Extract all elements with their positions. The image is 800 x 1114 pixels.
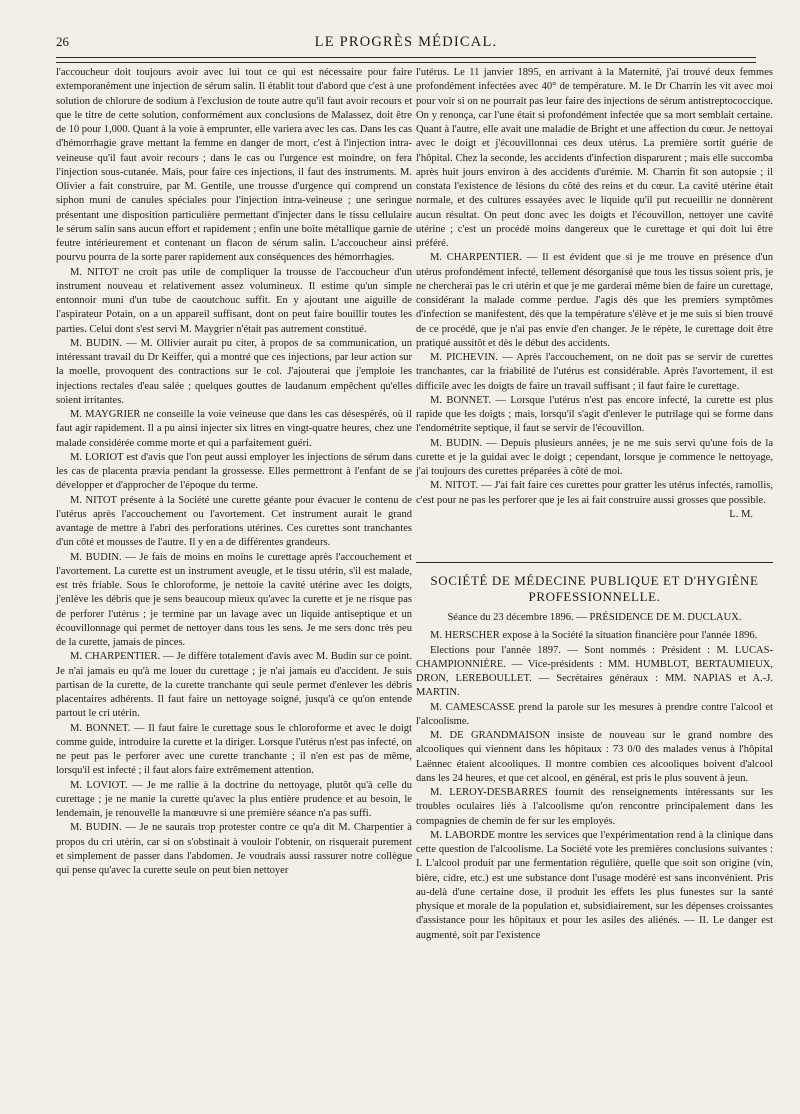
paragraph: M. HERSCHER expose à la Société la situation financière pour l'année 1896. [430,630,758,642]
page-number: 26 [56,34,69,49]
paragraph: M. CHARPENTIER. — Il est évident que si je me trouve en présence d'un utérus profondément infecté, tellement désorganisé que tous les tissus soient pris, je ne chercherai pas le cri utérin et que je me garderai même bien de faire un curettage, considérant la malade comme perdue. J'agis dès que les premiers symptômes d'infection se manifestent, dès que la température s'élève et je me suis si bien trouvé de ce procédé, que je n'ai pas envie d'en changer. Je le répète, le curettage doit être pratiqué aussitôt et dès le début des accidents. [416,252,773,349]
paragraph: l'utérus. Le 11 janvier 1895, en arrivant à la Maternité, j'ai trouvé deux femmes profondément infectées avec 40° de température. M. le Dr Charrin les vit avec moi pour voir si on ne pourrait pas leur faire des injections de sérum antistreptococcique. On y renonça, car l'une était si profondément infectée que sa mort semblait certaine. Quant à l'autre, elle avait une maladie de Bright et une affection du cœur. Je nettoyai avec le doigt et j'écouvillonnai ces deux utérus. La première sortit guérie de l'hôpital. Chez la seconde, les accidents d'infection disparurent ; mais elle succomba après huit jours environ à des accidents d'urémie. M. Charrin fit son autopsie ; il constata l'existence de lésions du côté des reins et du cœur. La cavité utérine était normale, et des cultures essayées avec le liquide qu'il put recueillir ne donnèrent aucun résultat. On peut donc avec les doigts et l'écouvillon, nettoyer une cavité utérine ; c'est un procédé moins dangereux que le curettage et qui doit lui être préféré. [416,67,773,249]
paragraph: M. CHARPENTIER. — Je diffère totalement d'avis avec M. Budin sur ce point. Je n'ai jamais eu qu'à me louer du curettage ; je n'ai jamais eu d'accident. Je suis partisan de la curette, de la curette tranchante qui seule permet d'enlever les débris placentaires adhérents. Il faut faire un nettoyage soigné, jusqu'à ce qu'on entende partout le cri utérin. [56,651,412,720]
paragraph: M. BUDIN. — Je fais de moins en moins le curettage après l'accouchement et l'avortement. La curette est un instrument aveugle, et le tissu utérin, s'il est malade, est très friable. Sous le chloroforme, je nettoie la cavité utérine avec les doigts, j'enlève les débris que je sens beaucoup mieux qu'avec la curette et je ne risque pas de perforer l'utérus ; je termine par un lavage avec un liquide antiseptique et un écouvillonnage qui permet de nettoyer dans tous les sens. Je me sers donc très peu de la curette, jamais de pinces. [56,551,412,648]
paragraph: Elections pour l'année 1897. — Sont nommés : Président : M. LUCAS-CHAMPIONNIÈRE. — Vice-présidents : MM. HUMBLOT, BERTAUMIEUX, DRON, LEREBOULLET. — Secrétaires généraux : MM. NAPIAS et A.-J. MARTIN. [416,644,773,699]
paragraph: M. BONNET. — Lorsque l'utérus n'est pas encore infecté, la curette est plus rapide que les doigts ; mais, lorsqu'il s'agit d'enlever le putrilage qui se forme dans l'endométrite septique, il faut se servir de l'écouvillon. [416,394,773,435]
paragraph: M. DE GRANDMAISON insiste de nouveau sur le grand nombre des alcooliques qui viennent dans les hôpitaux : 73 0/0 des malades venus à l'hôpital Laënnec étaient alcooliques. Il montre combien ces alcooliques boivent d'alcool dans les 24 heures, et que cet alcool, en général, est pris le plus souvent à jeun. [416,730,773,784]
paragraph: M. LOVIOT. — Je me rallie à la doctrine du nettoyage, plutôt qu'à celle du curettage ; je ne manie la curette qu'avec la plus entière prudence et au besoin, le lendemain, je renouvelle la manœuvre si une première séance n'a pas suffi. [56,779,412,819]
paragraph: l'accoucheur doit toujours avoir avec lui tout ce qui est nécessaire pour faire extemporanément une injection de sérum salin. Il établit tout d'abord que c'est à une solution de chlorure de sodium à l'exclusion de toute autre qu'il faut avoir recours et que le titre de cette solution, conformément aux conclusions de Malassez, doit être de 10 pour 1,000. Quant à la voie à emprunter, elle variera avec les cas. Dans les cas d'hémorrhagie grave mettant la femme en danger de mort, c'est à l'injection intra-veineuse qu'il faut avoir recours ; dans le cas ou l'urgence est moindre, on fera l'injection sous-cutanée. Mais, pour faire ces injections, il faut des instruments. M. Olivier a fait construire, par M. Gentile, une trousse d'urgence qui comprend un siphon muni de canules spéciales pour l'injection intra-veineuse ; une seringue présentant une disposition particulière permettant d'injecter dans le tissu cellulaire le sérum salin sans aucun effort et rapidement ; enfin une boîte métallique garnie de feutre intérieurement et contenant un flacon de sérum salin. L'accoucheur ainsi pourvu pourra de la sorte parer rapidement aux conséquences des hémorrhagies. [56,67,412,264]
paragraph: M. BONNET. — Il faut faire le curettage sous le chloroforme et avec le doigt comme guide, introduire la curette et la diriger. Lorsque l'utérus n'est pas infecté, on ne peut pas le perforer avec une curette tranchante ; il n'en est pas de même, lorsqu'il est infecté ; il faut alors faire extrêmement attention. [56,722,412,777]
left-column [56,66,412,878]
paragraph: M. BUDIN. — M. Ollivier aurait pu citer, à propos de sa communication, un intéressant travail du Dr Keiffer, qui a montré que ces injections, par leur action sur la moelle, provoquent des contractions sur le col. J'ajouterai que j'emploie les injections rectales d'eau salée ; quelques gouttes de laudanum empêchent qu'elles soient irritantes. [56,337,412,406]
paragraph: M. NITOT. — J'ai fait faire ces curettes pour gratter les utérus infectés, ramollis, c'est pour ne pas les perforer que je les ai fait construire aussi grosses que possible. [416,480,773,506]
running-header [56,34,756,58]
paragraph: M. LABORDE montre les services que l'expérimentation rend à la clinique dans cette question de l'alcoolisme. La Société vote les premières conclusions suivantes : I. L'alcool produit par une fermentation régulière, quelle que soit son origine (vin, bière, cidre, etc.) est une substance dont l'usage modéré est sans inconvénient. Pris au-delà d'une certaine dose, il produit les effets les plus funestes sur la santé physique et morale de la population et, subsidiairement, sur les dépenses croissantes d'assistance pour les hôpitaux et pour les asiles des aliénés. — II. Le danger est augmenté, soit par l'existence [416,829,773,941]
paragraph: M. CAMESCASSE prend la parole sur les mesures à prendre contre l'alcool et l'alcoolisme. [416,701,773,727]
paragraph: M. MAYGRIER ne conseille la voie veineuse que dans les cas désespérés, où il faut agir rapidement. Il a pu ainsi injecter six litres en vingt-quatre heures, chez une malade considérée comme morte et qui a parfaitement guéri. [56,409,412,449]
right-column [416,66,773,943]
paragraph: M. BUDIN. — Depuis plusieurs années, je ne me suis servi qu'une fois de la curette et je la guidai avec le doigt ; cependant, lorsque je commence le nettoyage, j'ai toujours des curettes préparées à côté de moi. [416,437,773,477]
paragraph: M. LORIOT est d'avis que l'on peut aussi employer les injections de sérum dans les cas de placenta prævia pendant la grossesse. Elles permettront à l'enfant de se développer et d'approcher de l'époque du terme. [56,451,412,492]
paragraph: M. NITOT présente à la Société une curette géante pour évacuer le contenu de l'utérus après l'accouchement ou l'avortement. Cet instrument aurait le grand avantage de mettre à l'abri des perforations utérines. Ces curettes sont tranchantes d'un côté et mousses de l'autre. Il y en a de différentes grandeurs. [56,494,412,549]
journal-title: LE PROGRÈS MÉDICAL. [314,34,498,50]
section-title: SOCIÉTÉ DE MÉDECINE PUBLIQUE ET D'HYGIÈNE PROFESSIONNELLE. [430,573,759,604]
paragraph: M. BUDIN. — Je ne saurais trop protester contre ce qu'a dit M. Charpentier à propos du cri utérin, car si on s'obstinait à vouloir l'obtenir, on risquerait purement et simplement de passer dans l'abdomen. Je voudrais aussi rassurer notre collègue qui pense qu'avec la curette seule on peut bien nettoyer [56,822,412,876]
paragraph: M. LEROY-DESBARRES fournit des renseignements intéressants sur les troubles oculaires liés à l'alcoolisme qu'on rencontre principalement dans les compagnies de chemin de fer sur les employés. [416,787,773,827]
header-rule [56,57,756,63]
paragraph: M. PICHEVIN. — Après l'accouchement, on ne doit pas se servir de curettes tranchantes, car la friabilité de l'utérus est considérable. Après l'avortement, il est difficile avec les doigts de faire un travail suffisant ; il faut faire le curettage. [416,352,773,392]
paragraph: M. NITOT ne croit pas utile de compliquer la trousse de l'accoucheur d'un instrument nouveau et relativement assez volumineux. Il estime qu'un simple entonnoir muni d'un tube de caoutchouc suffit. En y ajoutant une aiguille de l'aspirateur Potain, on a un appareil suffisant, dont on peut faire bouillir toutes les parties. Celui dont s'est servi M. Maygrier n'était pas autrement constitué. [56,266,412,335]
session-line: Séance du 23 décembre 1896. — PRÉSIDENCE DE M. DUCLAUX. [447,612,742,623]
section-rule [416,562,773,565]
author-signature: L. M. [729,508,753,520]
